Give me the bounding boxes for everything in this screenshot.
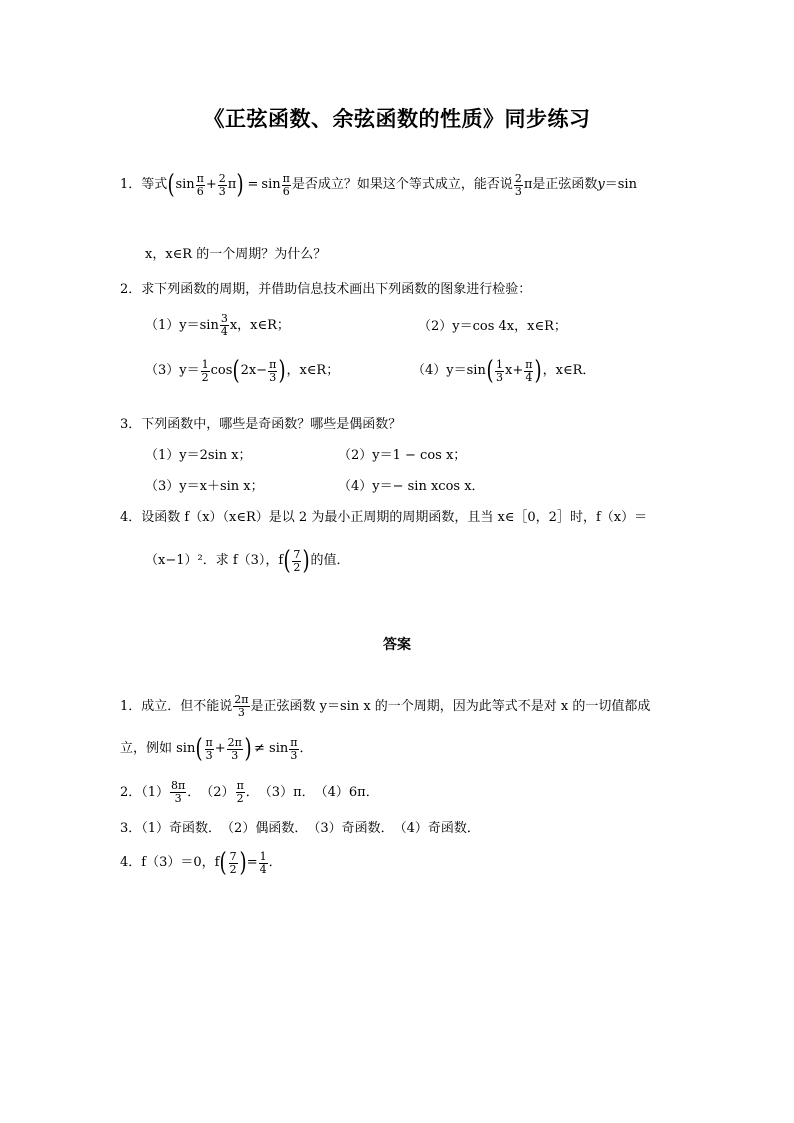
question-3-text: 3．下列函数中，哪些是奇函数？哪些是偶函数？	[120, 417, 402, 432]
question-2-part-1	[145, 313, 290, 338]
question-4-line-2	[145, 548, 350, 574]
part-label: （3）	[145, 363, 180, 378]
question-3-part-2: （2）y＝1 − cos x；	[338, 448, 467, 463]
answer-2	[120, 780, 379, 805]
fraction-7-2: $\frac{7}{2}$	[229, 849, 237, 876]
fraction-1-2: $\frac{1}{2}$	[201, 357, 209, 384]
question-2-part-2: （2）y＝cos 4x，x∈R；	[418, 319, 567, 334]
expr-text: y＝	[179, 363, 200, 378]
expr-text: ，x∈R．	[542, 363, 596, 378]
fraction-8pi-3: $\frac{8\pi}{3}$	[171, 779, 186, 805]
paren-close: )	[236, 170, 244, 200]
expr-text: x+	[504, 363, 524, 378]
answer-text: 4．f（3）＝0，f	[120, 855, 220, 870]
paren-open: (	[232, 356, 241, 386]
fraction-7-2: $\frac{7}{2}$	[293, 547, 301, 574]
paren-close: )	[239, 848, 247, 878]
question-1-line-1	[120, 172, 637, 198]
fraction-pi-6: $\frac{\pi}{6}$	[196, 171, 204, 198]
expr-text: 的值．	[310, 553, 350, 568]
part-label: （4）	[412, 363, 447, 378]
expr-text: y＝sin	[179, 317, 219, 333]
answer-4	[120, 850, 282, 876]
question-2-part-3	[145, 358, 339, 384]
paren-close: )	[244, 734, 252, 764]
plus-sign: +	[214, 741, 226, 756]
answer-3: 3．（1）奇函数． （2）偶函数． （3）奇函数． （4）奇函数．	[120, 821, 480, 836]
answer-text: 2．（1）	[120, 784, 170, 800]
q1-text-c: π是正弦函数	[523, 177, 598, 192]
sin-fn: sin	[175, 177, 195, 192]
fraction-1-4: $\frac{1}{4}$	[259, 849, 267, 876]
question-number: 1．	[120, 177, 142, 192]
fraction-2-3: $\frac{2}{3}$	[218, 171, 226, 198]
question-1-line-2: x，x∈R 的一个周期？为什么？	[145, 247, 327, 262]
expr-text: y＝sin	[446, 363, 486, 378]
question-3-part-1: （1）y＝2sin x；	[145, 448, 252, 463]
fraction-pi-3: $\frac{\pi}{3}$	[290, 735, 298, 762]
paren-open: (	[486, 356, 494, 386]
answer-1-line-2	[120, 736, 313, 762]
answer-text: ．	[299, 741, 313, 756]
pi-symbol: π	[227, 177, 237, 192]
q1-text-b: 是否成立？如果这个等式成立，能否说	[291, 177, 513, 192]
answer-text: 立，例如 sin	[120, 741, 196, 756]
answer-text: 是正弦函数 y＝sin x 的一个周期，因为此等式不是对 x 的一切值都成	[250, 698, 651, 714]
fraction-1-3: $\frac{1}{3}$	[495, 357, 503, 384]
answers-heading: 答案	[383, 637, 411, 653]
question-3-part-4: （4）y＝− sin xcos x．	[338, 479, 485, 494]
sin-fn: sin	[261, 177, 281, 192]
fraction-2pi-3: $\frac{2\pi}{3}$	[234, 693, 249, 719]
answer-text: ．	[268, 855, 282, 870]
expr-text: x，x∈R；	[229, 317, 290, 333]
var-y: y	[597, 177, 605, 192]
paren-open: (	[283, 546, 291, 576]
page-title: 《正弦函数、余弦函数的性质》同步练习	[203, 107, 591, 131]
answer-text: ． （3）π． （4）6π．	[245, 784, 379, 800]
question-3-part-3: （3）y＝x＋sin x；	[145, 479, 264, 494]
answer-text: 1．成立．但不能说	[120, 698, 233, 714]
not-equal-sin: ≠ sin	[254, 741, 289, 756]
paren-open: (	[219, 848, 228, 878]
answer-text: ． （2）	[187, 784, 235, 800]
paren-open: (	[167, 170, 175, 200]
fraction-pi-3: $\frac{\pi}{3}$	[269, 357, 277, 384]
fraction-2pi-3: $\frac{2\pi}{3}$	[227, 735, 242, 762]
answer-1-line-1	[120, 694, 650, 719]
expr-text: 2x−	[240, 363, 268, 378]
equals-sign: =	[246, 855, 258, 870]
question-2-text: 2．求下列函数的周期，并借助信息技术画出下列函数的图象进行检验：	[120, 282, 532, 297]
question-4-line-1: 4．设函数 f（x）（x∈R）是以 2 为最小正周期的周期函数，且当 x∈［0，2］时，f（x）＝	[120, 510, 648, 525]
fraction-3-4: $\frac{3}{4}$	[220, 312, 228, 338]
paren-close: )	[278, 356, 286, 386]
q1-text-d: ＝sin	[604, 177, 637, 192]
fraction-pi-2: $\frac{\pi}{2}$	[236, 779, 244, 805]
plus-sign: +	[205, 177, 217, 192]
paren-close: )	[534, 356, 543, 386]
fraction-2-3: $\frac{2}{3}$	[514, 171, 522, 198]
question-2-part-4	[412, 358, 595, 384]
paren-close: )	[302, 546, 311, 576]
expr-text: （x−1）²．求 f（3），f	[145, 553, 284, 568]
cos-fn: cos	[210, 363, 233, 378]
fraction-pi-3: $\frac{\pi}{3}$	[205, 735, 213, 762]
expr-text: ，x∈R；	[286, 363, 340, 378]
part-label: （1）	[145, 317, 180, 333]
fraction-pi-6: $\frac{\pi}{6}$	[282, 171, 290, 198]
q1-text-a: 等式	[141, 177, 168, 192]
paren-open: (	[195, 734, 203, 764]
equals-sign: =	[247, 177, 259, 192]
fraction-pi-4: $\frac{\pi}{4}$	[525, 357, 533, 384]
